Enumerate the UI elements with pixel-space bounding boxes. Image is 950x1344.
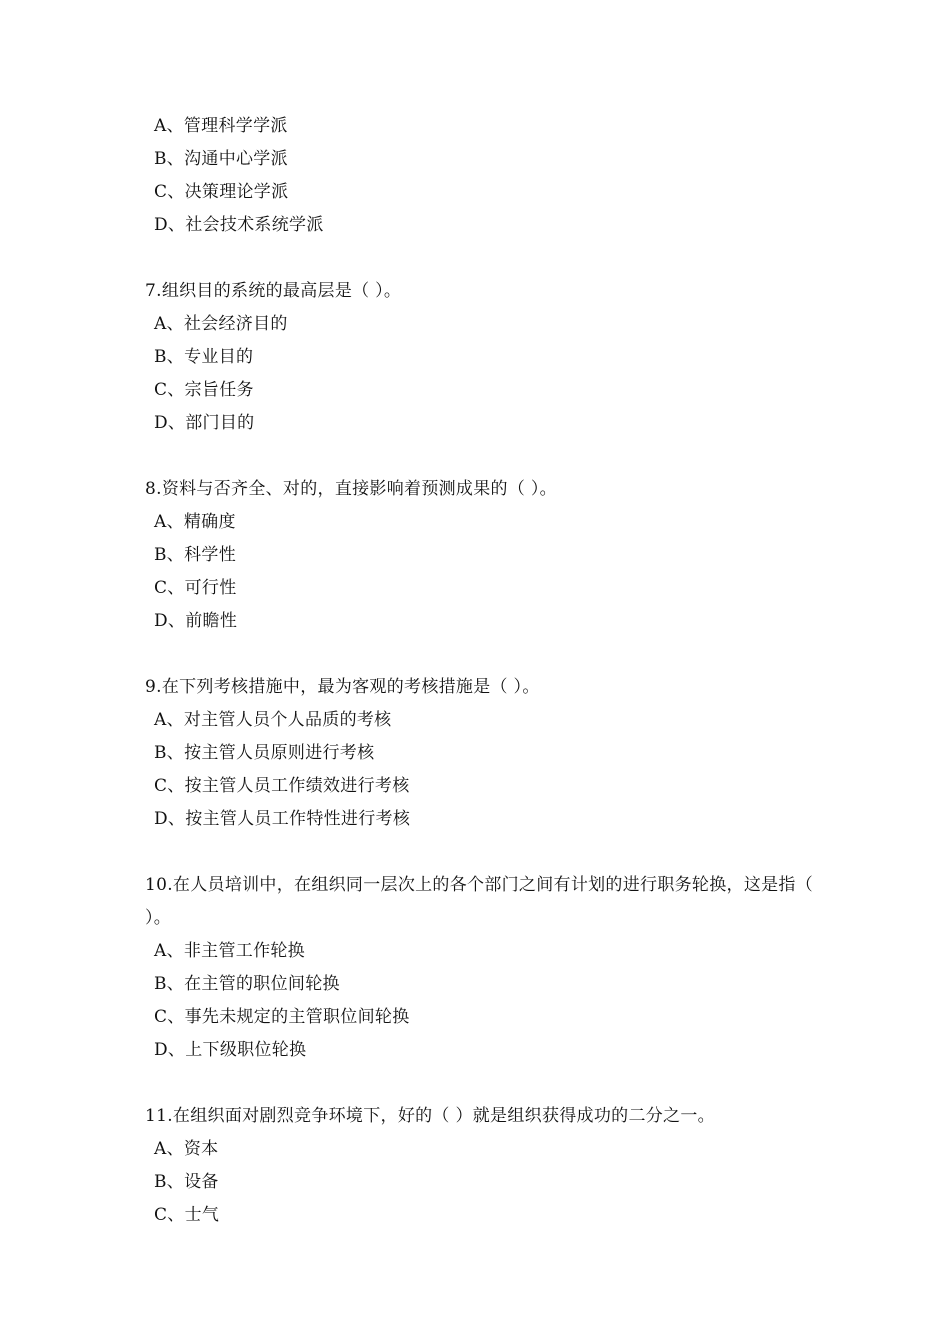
option-c: C、按主管人员工作绩效进行考核 [154,776,410,796]
option-a: A、资本 [154,1139,219,1159]
option-d: D、社会技术系统学派 [154,215,324,235]
option-a: A、社会经济目的 [154,314,288,334]
option-c: C、士气 [154,1205,220,1225]
question-text: 11.在组织面对剧烈竞争环境下，好的（ ）就是组织获得成功的二分之一。 [145,1106,715,1126]
option-c: C、宗旨任务 [154,380,254,400]
question-list [145,110,825,1232]
option-d: D、上下级职位轮换 [154,1040,307,1060]
option-a: A、对主管人员个人品质的考核 [154,710,392,730]
question-block-9 [145,671,825,836]
option-c: C、可行性 [154,578,237,598]
question-block-8 [145,473,825,638]
question-text: 8.资料与否齐全、对的，直接影响着预测成果的（ ）。 [145,479,557,499]
question-block-11 [145,1100,825,1232]
option-b: B、按主管人员原则进行考核 [154,743,375,763]
option-d: D、按主管人员工作特性进行考核 [154,809,411,829]
option-c: C、事先未规定的主管职位间轮换 [154,1007,410,1027]
question-block-10 [145,869,825,1067]
option-a: A、管理科学学派 [154,116,288,136]
option-a: A、精确度 [154,512,236,532]
option-c: C、决策理论学派 [154,182,289,202]
option-b: B、沟通中心学派 [154,149,288,169]
option-b: B、科学性 [154,545,236,565]
option-a: A、非主管工作轮换 [154,941,305,961]
option-d: D、部门目的 [154,413,255,433]
option-b: B、在主管的职位间轮换 [154,974,340,994]
option-b: B、专业目的 [154,347,254,367]
question-block-6 [145,110,825,242]
question-block-7 [145,275,825,440]
option-b: B、设备 [154,1172,219,1192]
question-text: 9.在下列考核措施中，最为客观的考核措施是（ ）。 [145,677,540,697]
question-text: 7.组织目的系统的最高层是（ ）。 [145,281,402,301]
question-text: 10.在人员培训中，在组织同一层次上的各个部门之间有计划的进行职务轮换，这是指（ ）。 [145,875,814,928]
option-d: D、前瞻性 [154,611,238,631]
